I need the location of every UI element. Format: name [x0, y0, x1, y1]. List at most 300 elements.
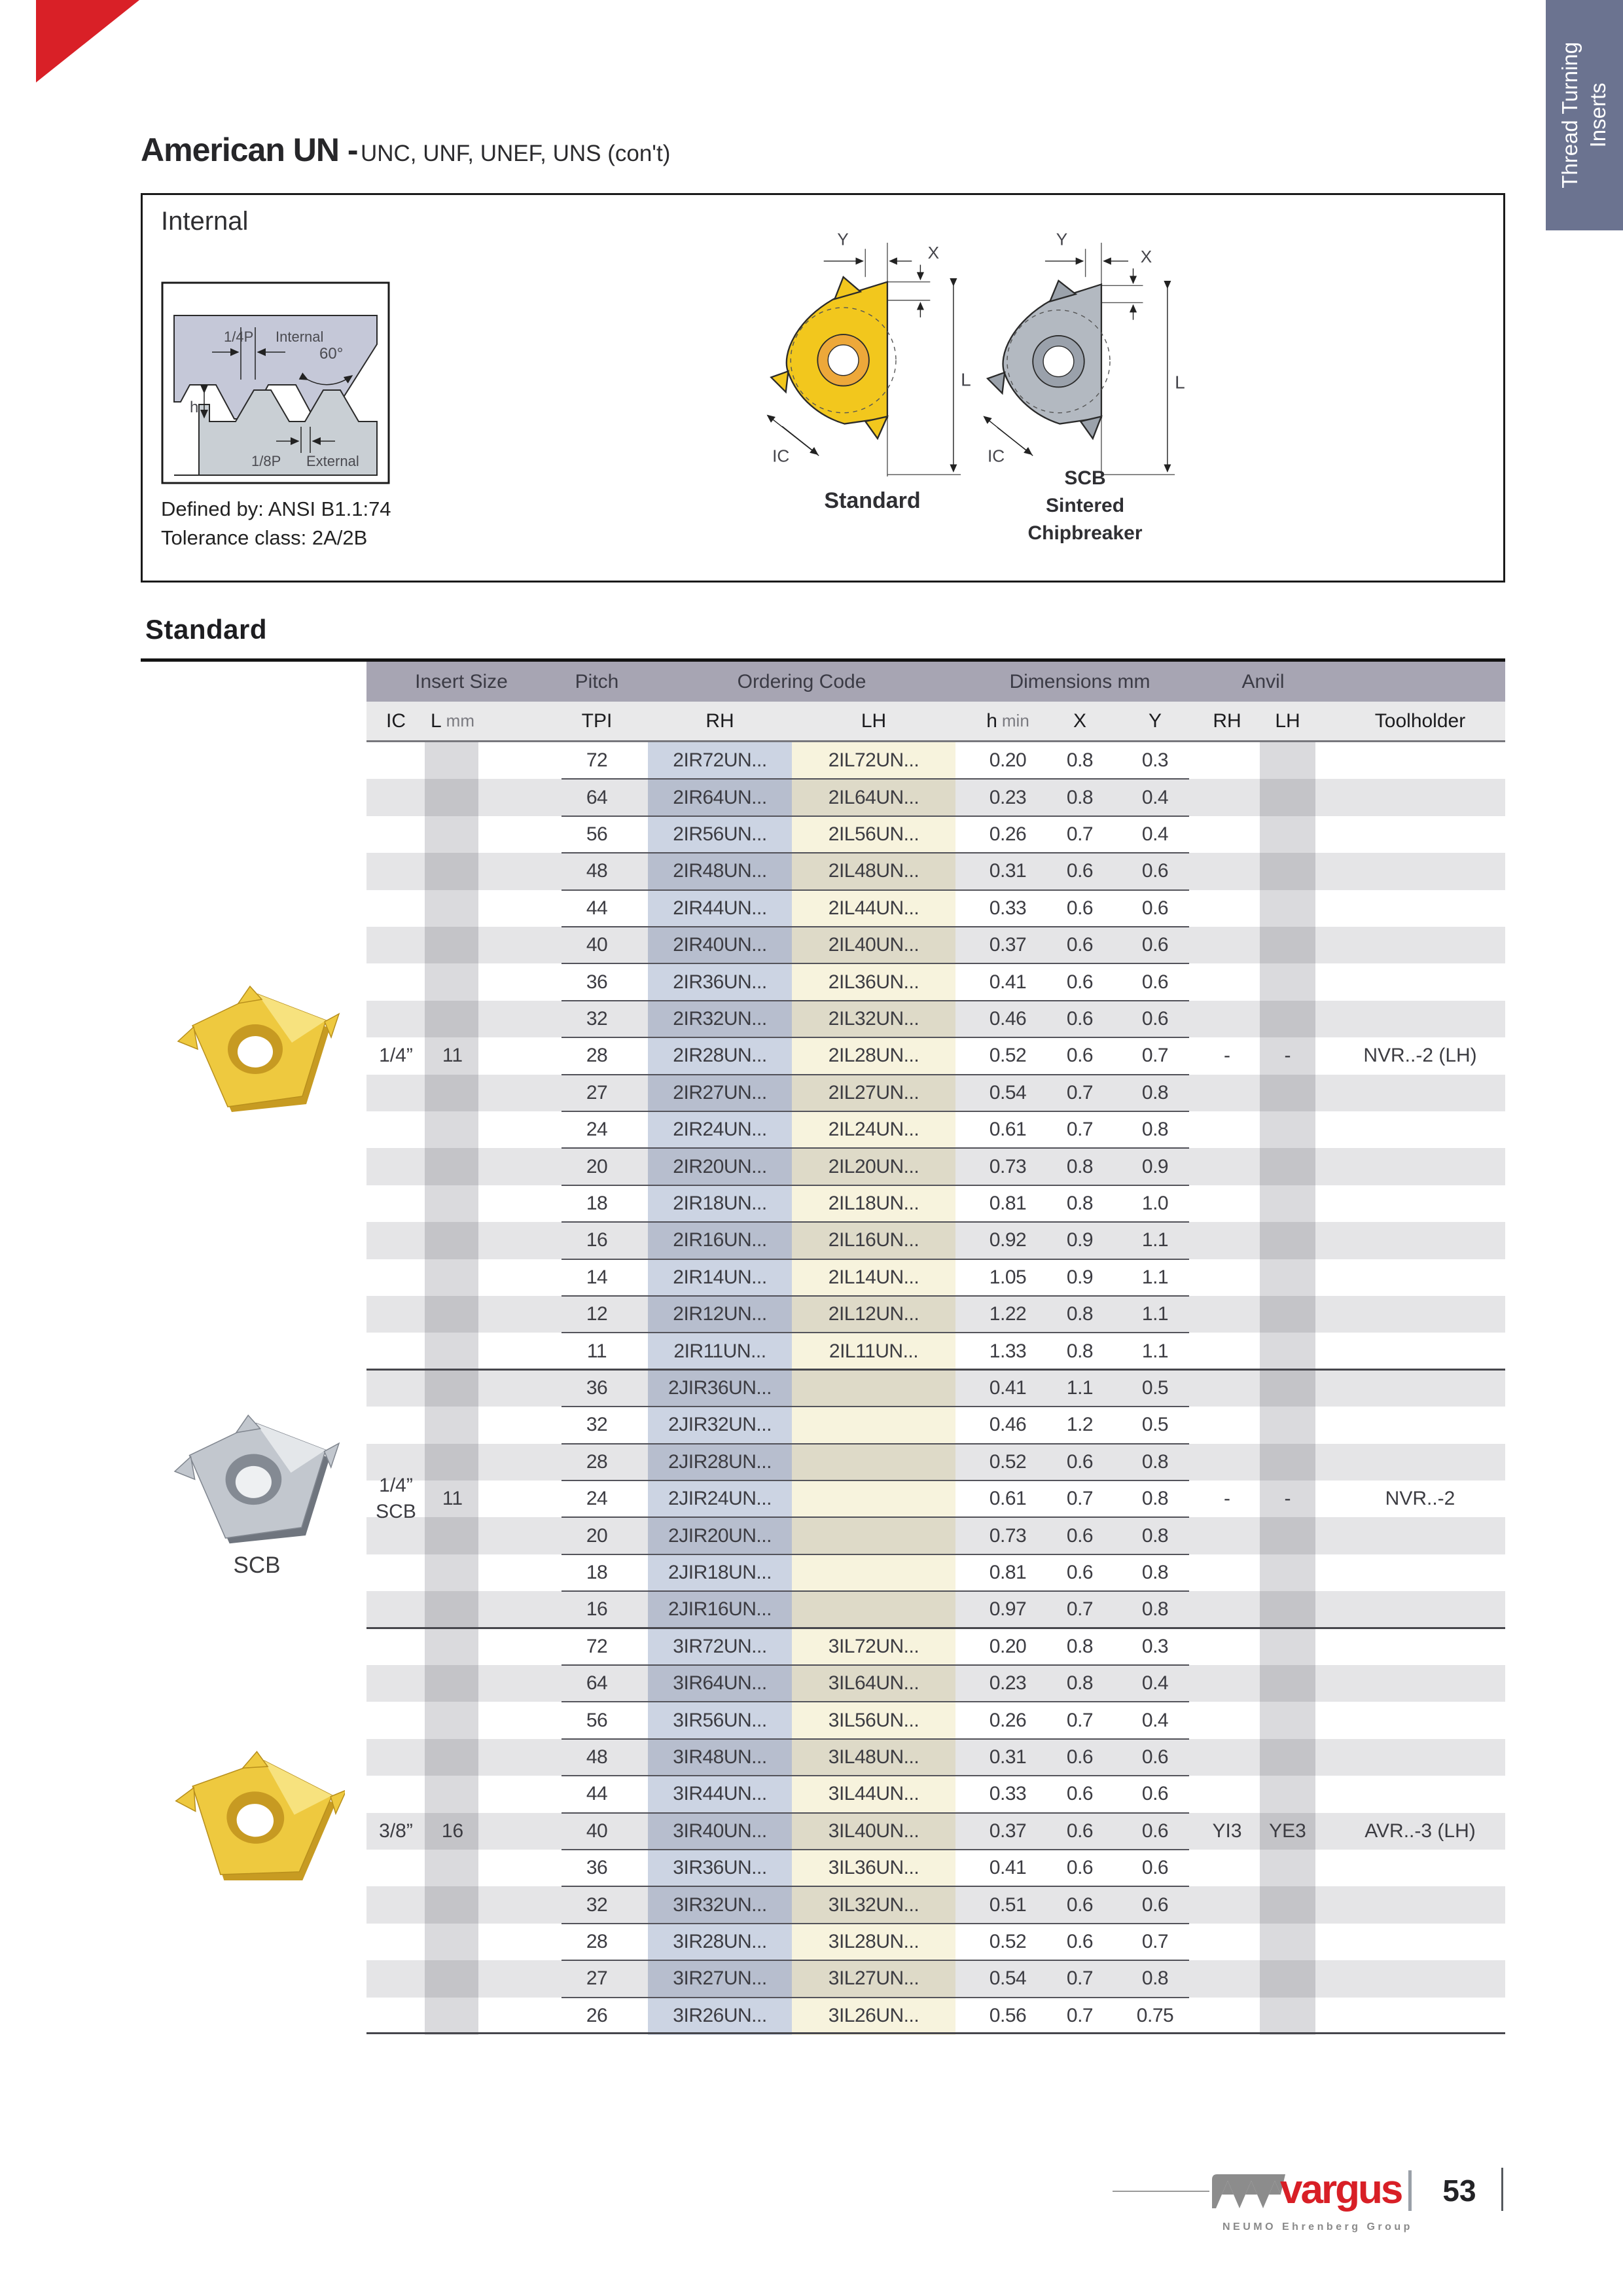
table-row — [366, 1001, 1505, 1037]
rh-code-cell: 2JIR28UN... — [668, 1450, 772, 1473]
x-cell: 0.7 — [1066, 823, 1094, 845]
rh-code-cell: 2JIR20UN... — [668, 1524, 772, 1547]
x-cell: 0.9 — [1066, 1266, 1094, 1288]
rh-code-cell: 2JIR32UN... — [668, 1414, 772, 1436]
x-cell: 0.7 — [1066, 1709, 1094, 1731]
col-header-rh: RH — [705, 709, 734, 732]
table-row — [366, 1628, 1505, 1665]
table-row — [366, 927, 1505, 963]
x-cell: 0.6 — [1066, 1450, 1094, 1473]
h-min-cell: 0.33 — [989, 897, 1027, 919]
h-min-cell: 0.26 — [989, 1709, 1027, 1731]
rh-code-cell: 3IR44UN... — [673, 1783, 767, 1805]
y-cell: 0.6 — [1141, 1007, 1169, 1030]
x-cell: 0.6 — [1066, 1524, 1094, 1547]
tpi-cell: 18 — [586, 1561, 608, 1583]
table-row — [366, 1407, 1505, 1443]
page-title-main: American UN - — [141, 132, 358, 168]
table-row — [366, 1886, 1505, 1923]
rh-code-cell: 2IR14UN... — [673, 1266, 767, 1288]
table-row — [366, 1813, 1505, 1850]
y-cell: 0.5 — [1141, 1376, 1169, 1399]
scb-photo-caption: SCB — [233, 1552, 281, 1578]
svg-text:L: L — [961, 369, 971, 390]
anvil-rh-cell: - — [1224, 1045, 1230, 1067]
tpi-cell: 32 — [586, 1414, 608, 1436]
tpi-cell: 18 — [586, 1192, 608, 1214]
h-min-cell: 1.33 — [989, 1340, 1027, 1362]
table-row — [366, 1075, 1505, 1111]
y-cell: 0.8 — [1141, 1081, 1169, 1103]
group-separator — [366, 1369, 1505, 1371]
table-row — [366, 853, 1505, 889]
rh-code-cell: 2IR36UN... — [673, 971, 767, 993]
tpi-cell: 40 — [586, 1820, 608, 1842]
x-cell: 0.6 — [1066, 1893, 1094, 1916]
vargus-tagline: NEUMO Ehrenberg Group — [1222, 2221, 1413, 2233]
lh-code-cell: 2IL28UN... — [828, 1045, 919, 1067]
lh-code-cell — [792, 1480, 955, 1517]
h-min-cell: 0.97 — [989, 1598, 1027, 1621]
lh-code-cell: 2IL40UN... — [828, 934, 919, 956]
rh-code-cell: 2JIR16UN... — [668, 1598, 772, 1621]
rh-code-cell: 3IR64UN... — [673, 1672, 767, 1695]
y-cell: 0.6 — [1141, 1783, 1169, 1805]
rh-code-cell: 3IR72UN... — [673, 1635, 767, 1657]
y-cell: 0.6 — [1141, 1746, 1169, 1768]
y-cell: 1.1 — [1141, 1229, 1169, 1251]
y-cell: 0.5 — [1141, 1414, 1169, 1436]
svg-text:IC: IC — [772, 446, 790, 466]
h-min-cell: 0.37 — [989, 1820, 1027, 1842]
table-row — [366, 1998, 1505, 2034]
rh-code-cell: 3IR32UN... — [673, 1893, 767, 1916]
tpi-cell: 16 — [586, 1229, 608, 1251]
defined-by-text: Defined by: ANSI B1.1:74 — [161, 497, 391, 520]
tpi-cell: 64 — [586, 786, 608, 808]
x-cell: 1.2 — [1066, 1414, 1094, 1436]
y-cell: 1.1 — [1141, 1340, 1169, 1362]
lh-code-cell — [792, 1517, 955, 1554]
rh-code-cell: 2IR44UN... — [673, 897, 767, 919]
l-cell: 11 — [442, 1045, 463, 1067]
lh-code-cell — [792, 1370, 955, 1407]
lh-code-cell: 3IL64UN... — [828, 1672, 919, 1695]
x-cell: 0.8 — [1066, 786, 1094, 808]
y-cell: 0.8 — [1141, 1561, 1169, 1583]
table-row — [366, 1739, 1505, 1776]
y-cell: 0.3 — [1141, 1635, 1169, 1657]
x-cell: 0.7 — [1066, 1598, 1094, 1621]
ic-cell: 1/4” SCB — [376, 1475, 416, 1523]
y-cell: 0.8 — [1141, 1450, 1169, 1473]
x-cell: 0.8 — [1066, 749, 1094, 772]
x-cell: 0.8 — [1066, 1303, 1094, 1325]
h-min-cell: 0.41 — [989, 1376, 1027, 1399]
lh-code-cell: 2IL12UN... — [828, 1303, 919, 1325]
group-header-anvil: Anvil — [1241, 670, 1285, 692]
anvil-lh-cell: YE3 — [1269, 1820, 1306, 1842]
y-cell: 1.1 — [1141, 1303, 1169, 1325]
col-header-x: X — [1073, 709, 1086, 732]
ic-cell: 3/8” — [379, 1820, 413, 1842]
table-row — [366, 1924, 1505, 1960]
rh-code-cell: 2IR16UN... — [673, 1229, 767, 1251]
svg-text:X: X — [1140, 246, 1152, 266]
x-cell: 0.6 — [1066, 860, 1094, 882]
tpi-cell: 27 — [586, 1967, 608, 1990]
y-cell: 0.6 — [1141, 971, 1169, 993]
lh-code-cell: 3IL40UN... — [828, 1820, 919, 1842]
h-min-cell: 0.37 — [989, 934, 1027, 956]
y-cell: 0.6 — [1141, 934, 1169, 956]
svg-text:Y: Y — [837, 229, 849, 249]
x-cell: 0.8 — [1066, 1192, 1094, 1214]
lh-code-cell: 2IL36UN... — [828, 971, 919, 993]
x-cell: 0.6 — [1066, 897, 1094, 919]
tpi-cell: 27 — [586, 1081, 608, 1103]
h-min-cell: 0.61 — [989, 1119, 1027, 1141]
x-cell: 0.6 — [1066, 1746, 1094, 1768]
h-min-cell: 0.41 — [989, 1857, 1027, 1879]
lh-code-cell: 2IL20UN... — [828, 1155, 919, 1177]
lh-code-cell: 3IL36UN... — [828, 1857, 919, 1879]
svg-text:X: X — [927, 243, 940, 263]
lh-code-cell: 2IL32UN... — [828, 1007, 919, 1030]
toolholder-cell: NVR..-2 — [1385, 1488, 1455, 1510]
lh-code-cell: 2IL48UN... — [828, 860, 919, 882]
x-cell: 0.6 — [1066, 1045, 1094, 1067]
svg-text:External: External — [306, 453, 359, 469]
h-min-cell: 1.22 — [989, 1303, 1027, 1325]
footer-rule — [1113, 2191, 1209, 2192]
svg-text:h: h — [190, 399, 199, 416]
page-number: 53 — [1442, 2174, 1476, 2208]
tpi-cell: 24 — [586, 1488, 608, 1510]
rh-code-cell: 2IR24UN... — [673, 1119, 767, 1141]
h-min-cell: 0.51 — [989, 1893, 1027, 1916]
standard-caption: Standard — [824, 488, 921, 513]
tpi-cell: 48 — [586, 860, 608, 882]
y-cell: 0.4 — [1141, 823, 1169, 845]
x-cell: 0.8 — [1066, 1672, 1094, 1695]
y-cell: 0.4 — [1141, 1672, 1169, 1695]
col-header-y: Y — [1148, 709, 1162, 732]
x-cell: 0.6 — [1066, 1930, 1094, 1952]
table-row — [366, 1960, 1505, 1997]
table-row — [366, 742, 1505, 779]
x-cell: 0.6 — [1066, 971, 1094, 993]
table-row — [366, 779, 1505, 816]
insert-photo-standard-3-8 — [171, 1751, 345, 1898]
rh-code-cell: 2IR48UN... — [673, 860, 767, 882]
thread-profile-diagram — [161, 281, 390, 484]
y-cell: 0.75 — [1136, 2004, 1174, 2026]
rh-code-cell: 2JIR18UN... — [668, 1561, 772, 1583]
col-header-anvil-lh: LH — [1275, 709, 1300, 732]
vargus-logo-text: vargus — [1280, 2167, 1402, 2212]
lh-code-cell: 2IL44UN... — [828, 897, 919, 919]
chapter-tab — [1546, 0, 1623, 230]
y-cell: 0.6 — [1141, 860, 1169, 882]
table-row — [366, 1296, 1505, 1333]
x-cell: 0.6 — [1066, 1820, 1094, 1842]
x-cell: 1.1 — [1066, 1376, 1094, 1399]
lh-code-cell: 3IL48UN... — [828, 1746, 919, 1768]
y-cell: 1.1 — [1141, 1266, 1169, 1288]
y-cell: 0.6 — [1141, 1893, 1169, 1916]
h-min-cell: 0.52 — [989, 1930, 1027, 1952]
table-row — [366, 816, 1505, 853]
table-row — [366, 1259, 1505, 1296]
x-cell: 0.7 — [1066, 2004, 1094, 2026]
scb-insert-diagram — [951, 213, 1213, 495]
internal-info-box — [141, 193, 1505, 583]
h-min-cell: 0.46 — [989, 1414, 1027, 1436]
tpi-cell: 28 — [586, 1450, 608, 1473]
lh-code-cell: 3IL44UN... — [828, 1783, 919, 1805]
table-row — [366, 963, 1505, 1000]
h-min-cell: 1.05 — [989, 1266, 1027, 1288]
x-cell: 0.9 — [1066, 1229, 1094, 1251]
toolholder-cell: AVR..-3 (LH) — [1364, 1820, 1476, 1842]
col-header-tpi: TPI — [581, 709, 613, 732]
rh-code-cell: 3IR40UN... — [673, 1820, 767, 1842]
rh-code-cell: 2IR11UN... — [673, 1340, 766, 1362]
page-title — [141, 131, 670, 169]
x-cell: 0.6 — [1066, 1561, 1094, 1583]
tpi-cell: 56 — [586, 823, 608, 845]
y-cell: 0.8 — [1141, 1119, 1169, 1141]
y-cell: 0.7 — [1141, 1930, 1169, 1952]
y-cell: 0.3 — [1141, 749, 1169, 772]
tpi-cell: 40 — [586, 934, 608, 956]
group-header-ordering-code: Ordering Code — [737, 670, 866, 692]
h-min-cell: 0.56 — [989, 2004, 1027, 2026]
lh-code-cell: 3IL72UN... — [828, 1635, 919, 1657]
x-cell: 0.8 — [1066, 1155, 1094, 1177]
tpi-cell: 44 — [586, 897, 608, 919]
lh-code-cell: 2IL24UN... — [828, 1119, 919, 1141]
table-row — [366, 1517, 1505, 1554]
x-cell: 0.6 — [1066, 1857, 1094, 1879]
rh-code-cell: 2IR12UN... — [673, 1303, 767, 1325]
tpi-cell: 12 — [586, 1303, 608, 1325]
tpi-cell: 32 — [586, 1893, 608, 1916]
table-row — [366, 1333, 1505, 1369]
x-cell: 0.7 — [1066, 1488, 1094, 1510]
h-min-cell: 0.92 — [989, 1229, 1027, 1251]
rh-code-cell: 2IR32UN... — [673, 1007, 767, 1030]
tpi-cell: 32 — [586, 1007, 608, 1030]
svg-text:Internal: Internal — [276, 329, 324, 345]
lh-code-cell: 2IL18UN... — [828, 1192, 919, 1214]
rh-code-cell: 3IR56UN... — [673, 1709, 767, 1731]
table-column-header — [366, 702, 1505, 742]
h-min-cell: 0.54 — [989, 1967, 1027, 1990]
y-cell: 0.6 — [1141, 897, 1169, 919]
lh-code-cell: 3IL27UN... — [828, 1967, 919, 1990]
table-row — [366, 1480, 1505, 1517]
y-cell: 0.8 — [1141, 1598, 1169, 1621]
col-header-ic: IC — [386, 709, 406, 732]
x-cell: 0.6 — [1066, 934, 1094, 956]
x-cell: 0.6 — [1066, 1007, 1094, 1030]
lh-code-cell: 2IL56UN... — [828, 823, 919, 845]
tpi-cell: 72 — [586, 1635, 608, 1657]
lh-code-cell: 3IL32UN... — [828, 1893, 919, 1916]
h-min-cell: 0.31 — [989, 1746, 1027, 1768]
table-row — [366, 1222, 1505, 1259]
y-cell: 0.6 — [1141, 1857, 1169, 1879]
x-cell: 0.7 — [1066, 1081, 1094, 1103]
lh-code-cell: 3IL28UN... — [828, 1930, 919, 1952]
ic-cell: 1/4” — [379, 1045, 413, 1067]
lh-code-cell — [792, 1407, 955, 1443]
chapter-tab-label: Thread Turning Inserts — [1558, 42, 1610, 188]
table-row — [366, 1850, 1505, 1886]
x-cell: 0.8 — [1066, 1340, 1094, 1362]
rh-code-cell: 2JIR24UN... — [668, 1488, 772, 1510]
lh-code-cell: 3IL26UN... — [828, 2004, 919, 2026]
lh-code-cell — [792, 1591, 955, 1628]
y-cell: 0.8 — [1141, 1488, 1169, 1510]
table-row — [366, 1148, 1505, 1185]
h-min-cell: 0.81 — [989, 1192, 1027, 1214]
h-min-cell: 0.81 — [989, 1561, 1027, 1583]
toolholder-cell: NVR..-2 (LH) — [1363, 1045, 1477, 1067]
tpi-cell: 20 — [586, 1155, 608, 1177]
tpi-cell: 11 — [586, 1340, 607, 1362]
lh-code-cell — [792, 1554, 955, 1591]
lh-code-cell: 2IL64UN... — [828, 786, 919, 808]
svg-text:Y: Y — [1056, 229, 1068, 249]
y-cell: 1.0 — [1141, 1192, 1169, 1214]
table-row — [366, 1591, 1505, 1628]
y-cell: 0.8 — [1141, 1967, 1169, 1990]
lh-code-cell: 2IL11UN... — [829, 1340, 919, 1362]
h-min-cell: 0.52 — [989, 1045, 1027, 1067]
h-min-cell: 0.33 — [989, 1783, 1027, 1805]
h-min-cell: 0.26 — [989, 823, 1027, 845]
page-corner-marker — [36, 0, 139, 82]
rh-code-cell: 2IR27UN... — [673, 1081, 767, 1103]
col-header-lh: LH — [861, 709, 887, 732]
svg-text:IC: IC — [988, 446, 1005, 466]
h-min-cell: 0.20 — [989, 1635, 1027, 1657]
table-row — [366, 1370, 1505, 1407]
anvil-lh-cell: - — [1284, 1488, 1291, 1510]
group-separator — [366, 2032, 1505, 2034]
rh-code-cell: 2IR40UN... — [673, 934, 767, 956]
l-cell: 16 — [441, 1820, 464, 1842]
x-cell: 0.8 — [1066, 1635, 1094, 1657]
lh-code-cell: 2IL14UN... — [828, 1266, 919, 1288]
insert-photo-scb — [173, 1414, 340, 1558]
tpi-cell: 14 — [586, 1266, 608, 1288]
h-min-cell: 0.23 — [989, 1672, 1027, 1695]
tpi-cell: 48 — [586, 1746, 608, 1768]
group-header-insert-size: Insert Size — [415, 670, 508, 692]
insert-photo-standard — [177, 985, 340, 1126]
tpi-cell: 36 — [586, 971, 608, 993]
h-min-cell: 0.73 — [989, 1524, 1027, 1547]
group-header-pitch: Pitch — [575, 670, 619, 692]
y-cell: 0.4 — [1141, 1709, 1169, 1731]
anvil-rh-cell: - — [1224, 1488, 1230, 1510]
tpi-cell: 28 — [586, 1045, 608, 1067]
x-cell: 0.7 — [1066, 1967, 1094, 1990]
h-min-cell: 0.46 — [989, 1007, 1027, 1030]
tolerance-text: Tolerance class: 2A/2B — [161, 526, 368, 549]
table-group-header — [366, 662, 1505, 702]
tpi-cell: 56 — [586, 1709, 608, 1731]
rh-code-cell: 3IR28UN... — [673, 1930, 767, 1952]
col-header-hmin: h min — [986, 709, 1029, 732]
svg-text:1/8P: 1/8P — [251, 453, 281, 469]
lh-code-cell: 3IL56UN... — [828, 1709, 919, 1731]
tpi-cell: 36 — [586, 1857, 608, 1879]
table-body — [366, 742, 1505, 2035]
scb-caption: SCB Sintered Chipbreaker — [1027, 467, 1143, 544]
tpi-cell: 64 — [586, 1672, 608, 1695]
col-header-anvil-rh: RH — [1213, 709, 1241, 732]
page-title-sub: UNC, UNF, UNEF, UNS (con't) — [360, 141, 671, 166]
h-min-cell: 0.73 — [989, 1155, 1027, 1177]
col-header-toolholder: Toolholder — [1374, 709, 1466, 732]
lh-code-cell — [792, 1444, 955, 1480]
table-row — [366, 890, 1505, 927]
lh-code-cell: 2IL27UN... — [828, 1081, 919, 1103]
lh-code-cell: 2IL16UN... — [828, 1229, 919, 1251]
svg-text:L: L — [1175, 372, 1185, 393]
y-cell: 0.7 — [1141, 1045, 1169, 1067]
tpi-cell: 36 — [586, 1376, 608, 1399]
rh-code-cell: 2IR56UN... — [673, 823, 767, 845]
rh-code-cell: 2IR64UN... — [673, 786, 767, 808]
rh-code-cell: 3IR27UN... — [673, 1967, 767, 1990]
table-row — [366, 1444, 1505, 1480]
table-row — [366, 1554, 1505, 1591]
table-row — [366, 1037, 1505, 1074]
h-min-cell: 0.23 — [989, 786, 1027, 808]
h-min-cell: 0.31 — [989, 860, 1027, 882]
section-heading: Standard — [145, 614, 268, 645]
table-row — [366, 1111, 1505, 1148]
rh-code-cell: 2IR28UN... — [673, 1045, 767, 1067]
tpi-cell: 16 — [586, 1598, 608, 1621]
h-min-cell: 0.20 — [989, 749, 1027, 772]
x-cell: 0.6 — [1066, 1783, 1094, 1805]
col-header-l: L mm — [430, 709, 474, 732]
table-row — [366, 1185, 1505, 1222]
footer-edge-rule — [1501, 2168, 1503, 2211]
internal-heading: Internal — [161, 207, 249, 236]
h-min-cell: 0.61 — [989, 1488, 1027, 1510]
y-cell: 0.9 — [1141, 1155, 1169, 1177]
l-cell: 11 — [442, 1488, 463, 1510]
group-header-dimensions: Dimensions mm — [1009, 670, 1150, 692]
anvil-rh-cell: YI3 — [1212, 1820, 1242, 1842]
tpi-cell: 24 — [586, 1119, 608, 1141]
rh-code-cell: 3IR36UN... — [673, 1857, 767, 1879]
svg-text:1/4P: 1/4P — [224, 329, 254, 345]
rh-code-cell: 2IR72UN... — [673, 749, 767, 772]
rh-code-cell: 2IR18UN... — [673, 1192, 767, 1214]
rh-code-cell: 2IR20UN... — [673, 1155, 767, 1177]
h-min-cell: 0.52 — [989, 1450, 1027, 1473]
group-separator — [366, 1627, 1505, 1629]
